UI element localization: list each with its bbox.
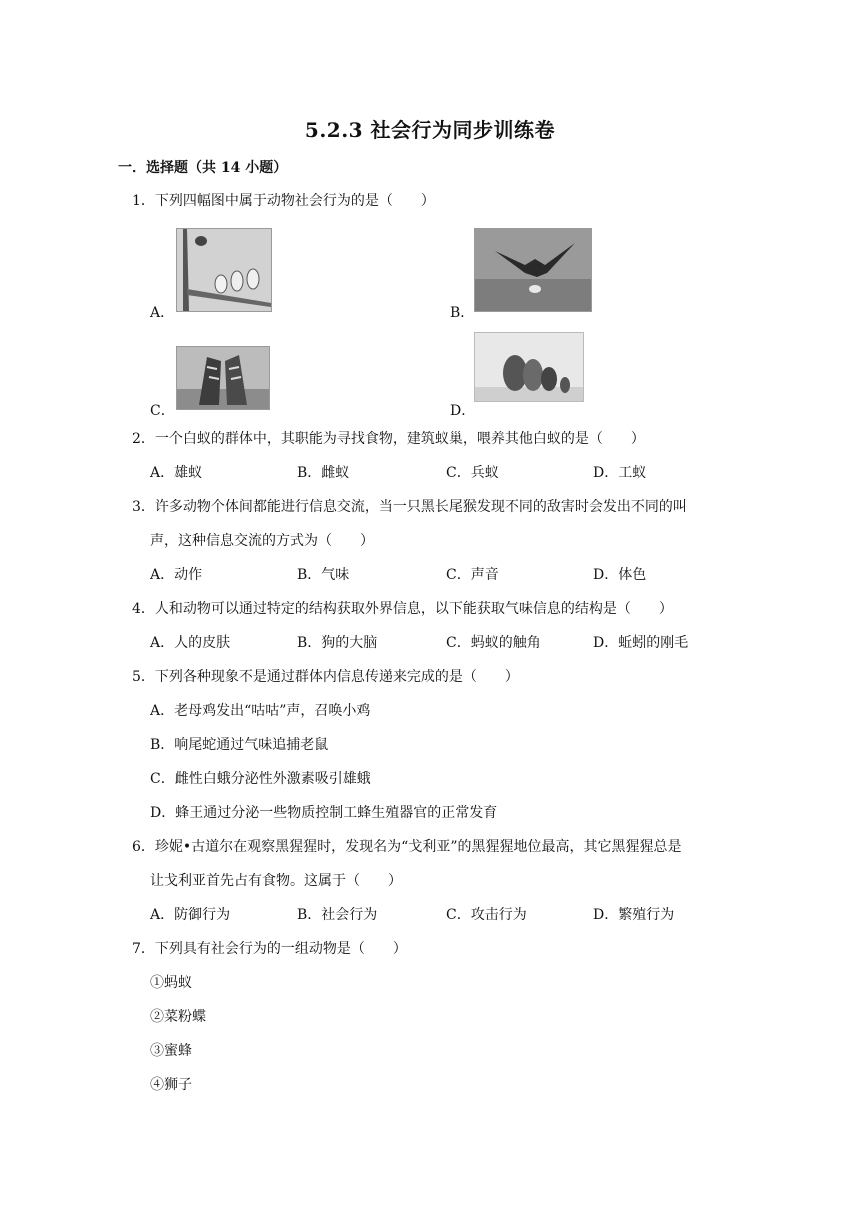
question-5-option-b: B．响尾蛇通过气味追捕老鼠 — [150, 737, 329, 753]
image-eagle-catching-fish — [474, 228, 592, 312]
question-4-stem: 4．人和动物可以通过特定的结构获取外界信息，以下能获取气味信息的结构是（ ） — [132, 601, 673, 617]
question-3-option-b: B．气味 — [297, 567, 350, 583]
question-7-item-1: ①蚂蚁 — [150, 975, 192, 991]
question-4-option-d: D．蚯蚓的刚毛 — [593, 635, 689, 651]
image-fighting-tigers — [176, 346, 270, 410]
question-5-option-a: A．老母鸡发出“咕咕”声，召唤小鸡 — [150, 703, 371, 719]
question-3-stem-line-1: 3．许多动物个体间都能进行信息交流，当一只黑长尾猴发现不同的敌害时会发出不同的叫 — [132, 499, 687, 515]
question-2-stem: 2．一个白蚁的群体中，其职能为寻找食物，建筑蚁巢，喂养其他白蚁的是（ ） — [132, 431, 645, 447]
question-7-item-4: ④狮子 — [150, 1077, 192, 1093]
question-3-stem-line-2: 声，这种信息交流的方式为（ ） — [150, 533, 374, 549]
question-5-stem: 5．下列各种现象不是通过群体内信息传递来完成的是（ ） — [132, 669, 519, 685]
page-title: 5.2.3 社会行为同步训练卷 — [304, 118, 556, 142]
question-2-option-d: D．工蚁 — [593, 465, 647, 481]
question-7-stem: 7．下列具有社会行为的一组动物是（ ） — [132, 941, 407, 957]
question-4-option-c: C．蚂蚁的触角 — [446, 635, 541, 651]
question-2-option-a: A．雄蚁 — [150, 465, 203, 481]
question-3-option-a: A．动作 — [150, 567, 203, 583]
question-7-item-3: ③蜜蜂 — [150, 1043, 192, 1059]
image-baboon-group — [474, 332, 584, 402]
question-1-label-a: A． — [150, 305, 175, 321]
question-5-option-d: D．蜂王通过分泌一些物质控制工蜂生殖器官的正常发育 — [150, 805, 498, 821]
section-heading: 一．选择题（共 14 小题） — [118, 160, 288, 176]
question-6-stem-line-2: 让戈利亚首先占有食物。这属于（ ） — [150, 873, 402, 889]
question-2-option-b: B．雌蚁 — [297, 465, 350, 481]
question-7-item-2: ②菜粉蝶 — [150, 1009, 206, 1025]
question-6-stem-line-1: 6．珍妮•古道尔在观察黑猩猩时，发现名为“戈利亚”的黑猩猩地位最高，其它黑猩猩总是 — [132, 839, 682, 855]
question-1-label-b: B． — [450, 305, 475, 321]
question-6-option-b: B．社会行为 — [297, 907, 378, 923]
question-6-option-a: A．防御行为 — [150, 907, 231, 923]
question-1-label-c: C． — [150, 403, 175, 419]
question-1-label-d: D． — [450, 403, 476, 419]
question-4-option-b: B．狗的大脑 — [297, 635, 378, 651]
question-3-option-d: D．体色 — [593, 567, 647, 583]
question-5-option-c: C．雌性白蛾分泌性外激素吸引雄蛾 — [150, 771, 371, 787]
question-3-option-c: C．声音 — [446, 567, 499, 583]
question-2-option-c: C．兵蚁 — [446, 465, 499, 481]
question-6-option-c: C．攻击行为 — [446, 907, 527, 923]
image-birds-on-branch — [176, 228, 272, 312]
question-6-option-d: D．繁殖行为 — [593, 907, 675, 923]
question-4-option-a: A．人的皮肤 — [150, 635, 231, 651]
question-1-stem: 1．下列四幅图中属于动物社会行为的是（ ） — [132, 193, 435, 209]
